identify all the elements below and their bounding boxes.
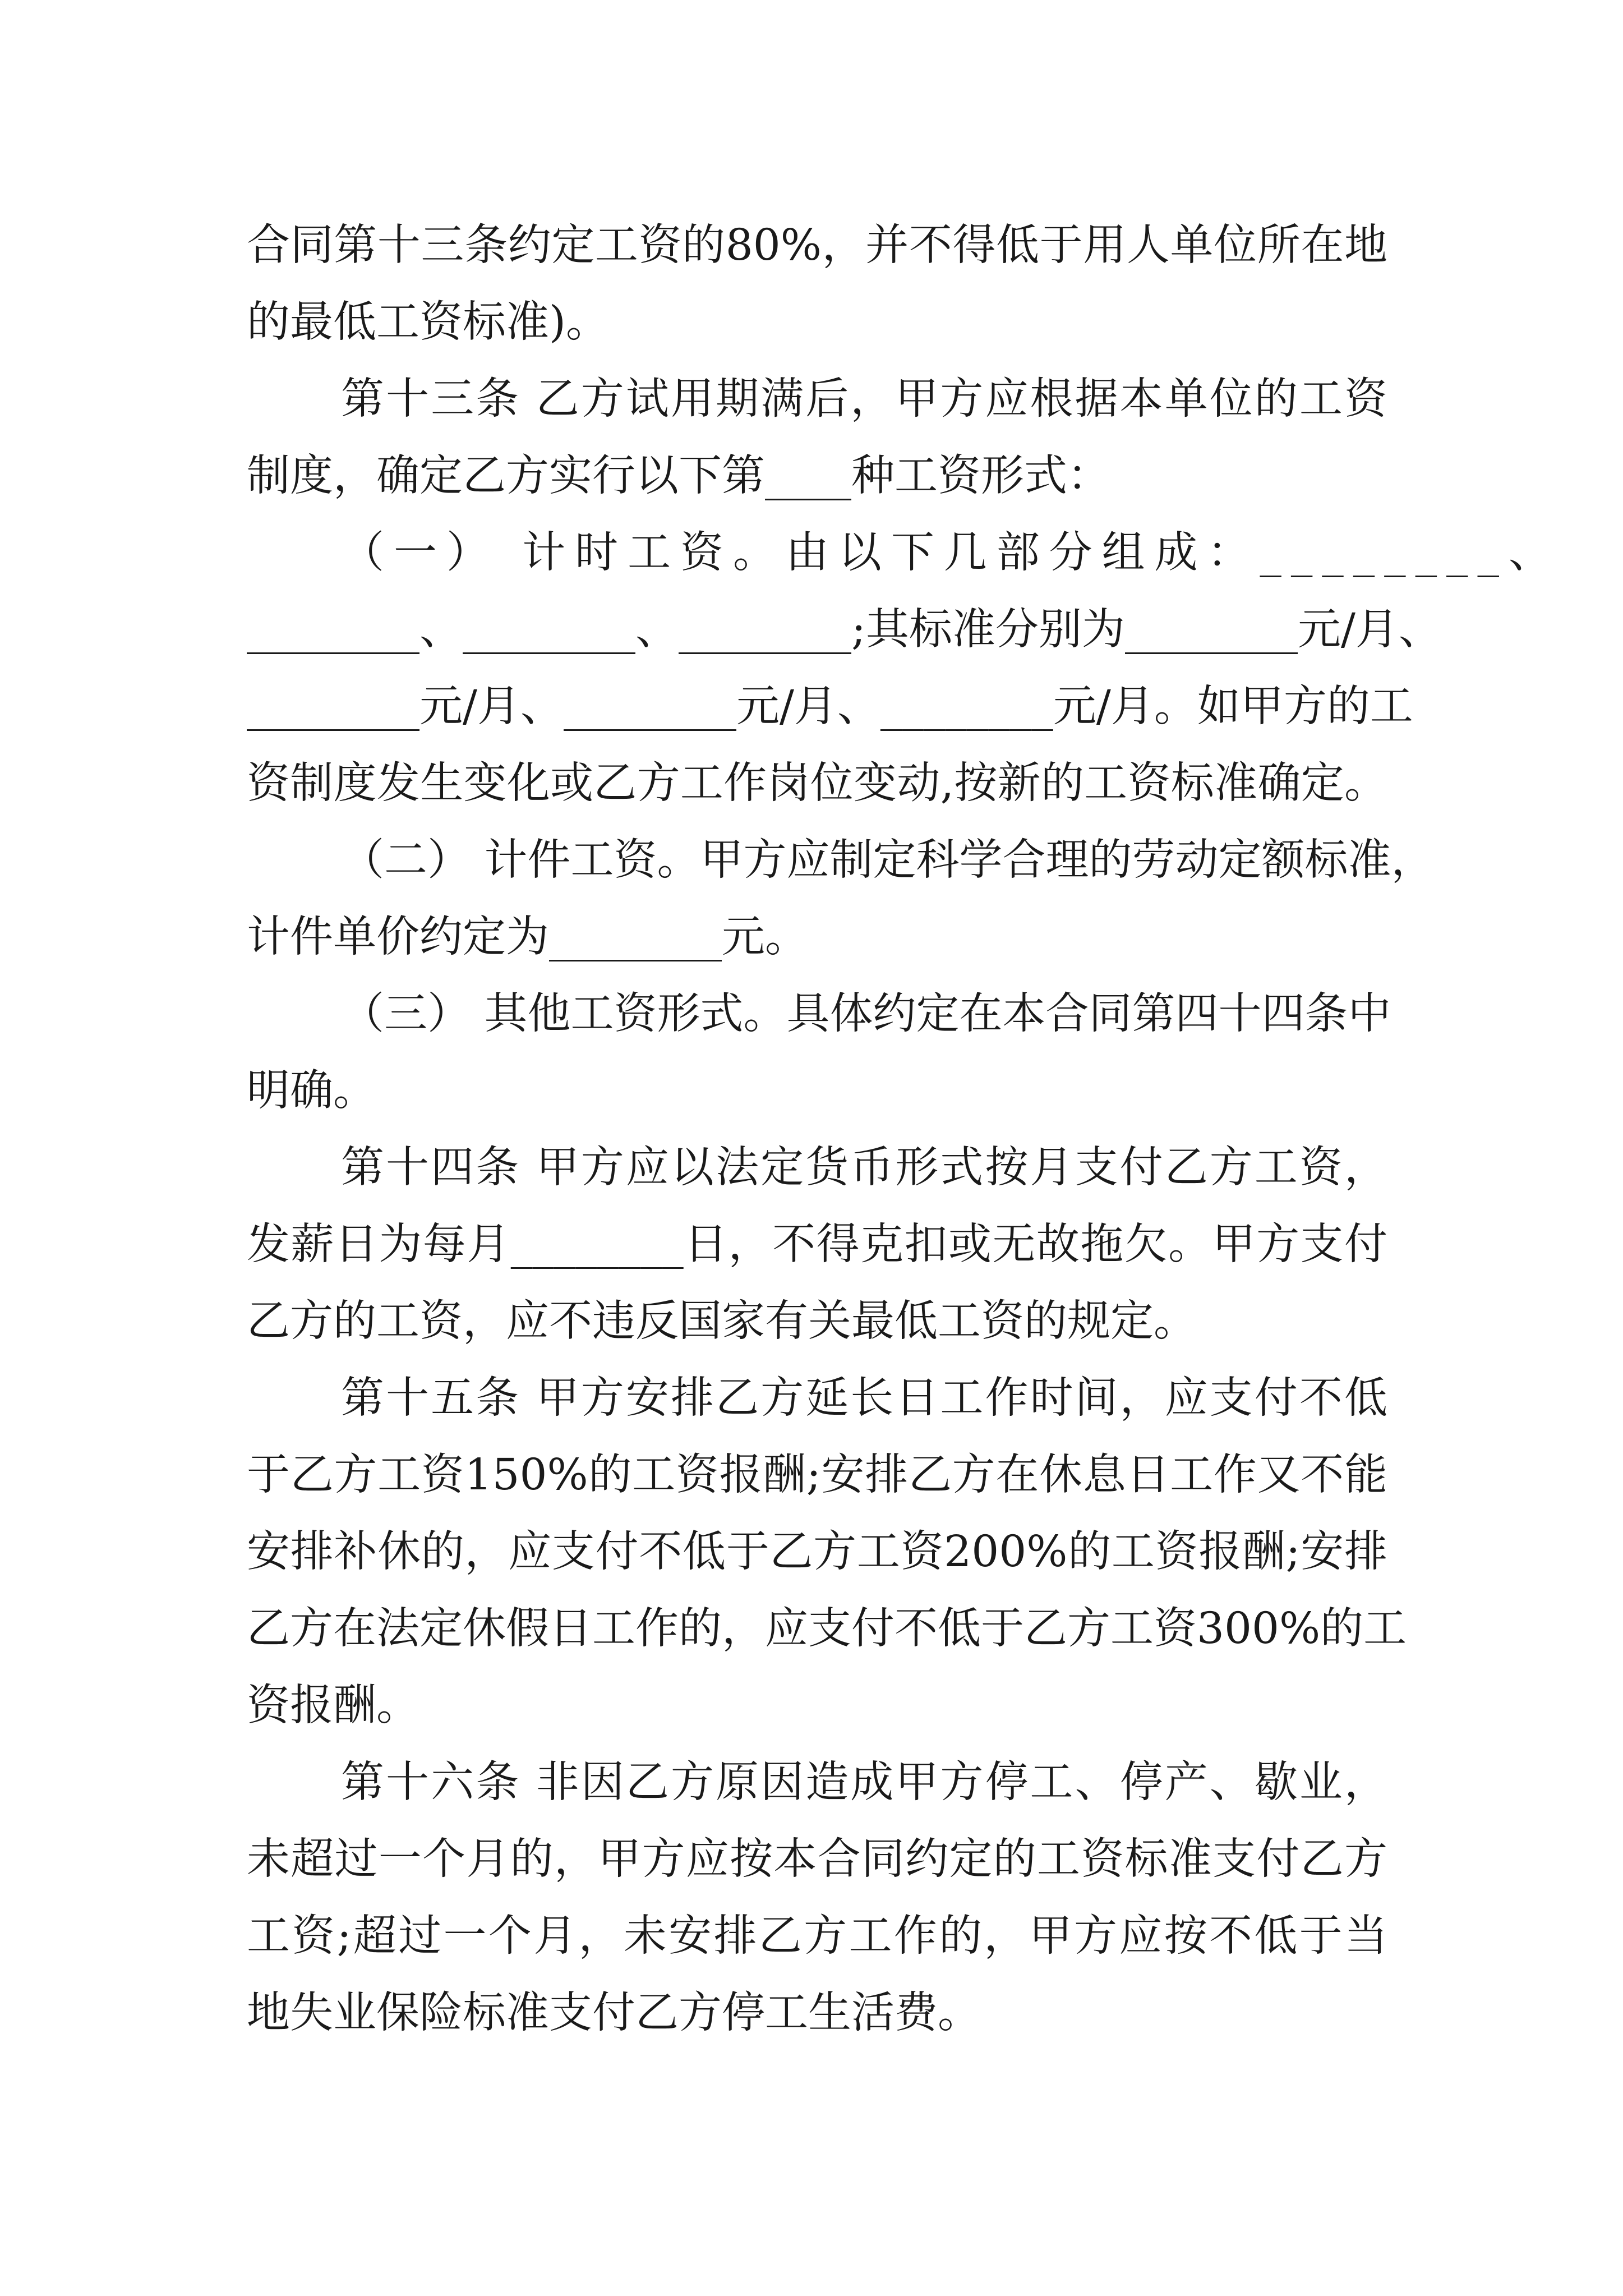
article-14-heading-line: 第十四条 甲方应以法定货币形式按月支付乙方工资，	[341, 1143, 1387, 1193]
text-line: 于乙方工资150%的工资报酬;安排乙方在休息日工作又不能	[247, 1450, 1387, 1500]
option-2-line: （二） 计件工资。甲方应制定科学合理的劳动定额标准，	[341, 835, 1435, 885]
article-16-heading-line: 第十六条 非因乙方原因造成甲方停工、停产、歇业，	[341, 1757, 1387, 1807]
option-1-line: （一） 计时工资。由以下几部分组成：________、	[341, 528, 1561, 578]
article-13-heading-line: 第十三条 乙方试用期满后，甲方应根据本单位的工资	[341, 374, 1387, 424]
text-line: 资制度发生变化或乙方工作岗位变动,按新的工资标准确定。	[247, 758, 1387, 808]
text-line: 乙方在法定休假日工作的，应支付不低于乙方工资300%的工	[247, 1604, 1407, 1654]
text-line: 的最低工资标准)。	[247, 297, 610, 347]
text-line: ________、________、________;其标准分别为________元/月、	[247, 605, 1442, 655]
text-line: 明确。	[247, 1066, 376, 1116]
text-line: 地失业保险标准支付乙方停工生活费。	[247, 1988, 981, 2038]
text-line: 乙方的工资，应不违反国家有关最低工资的规定。	[247, 1296, 1197, 1346]
text-line: 工资;超过一个月，未安排乙方工作的，甲方应按不低于当	[247, 1911, 1387, 1961]
text-line: 制度，确定乙方实行以下第____种工资形式：	[247, 451, 1110, 501]
option-3-line: （三） 其他工资形式。具体约定在本合同第四十四条中	[341, 989, 1391, 1039]
text-line: ________元/月、________元/月、________元/月。如甲方的工	[247, 682, 1413, 731]
text-line: 合同第十三条约定工资的80%，并不得低于用人单位所在地	[247, 220, 1387, 270]
text-line: 发薪日为每月________日，不得克扣或无故拖欠。甲方支付	[247, 1220, 1387, 1269]
text-line: 安排补休的，应支付不低于乙方工资200%的工资报酬;安排	[247, 1527, 1387, 1577]
text-line: 资报酬。	[247, 1681, 419, 1731]
text-line: 未超过一个月的，甲方应按本合同约定的工资标准支付乙方	[247, 1834, 1387, 1884]
text-line: 计件单价约定为________元。	[247, 912, 808, 962]
article-15-heading-line: 第十五条 甲方安排乙方延长日工作时间，应支付不低	[341, 1373, 1387, 1423]
